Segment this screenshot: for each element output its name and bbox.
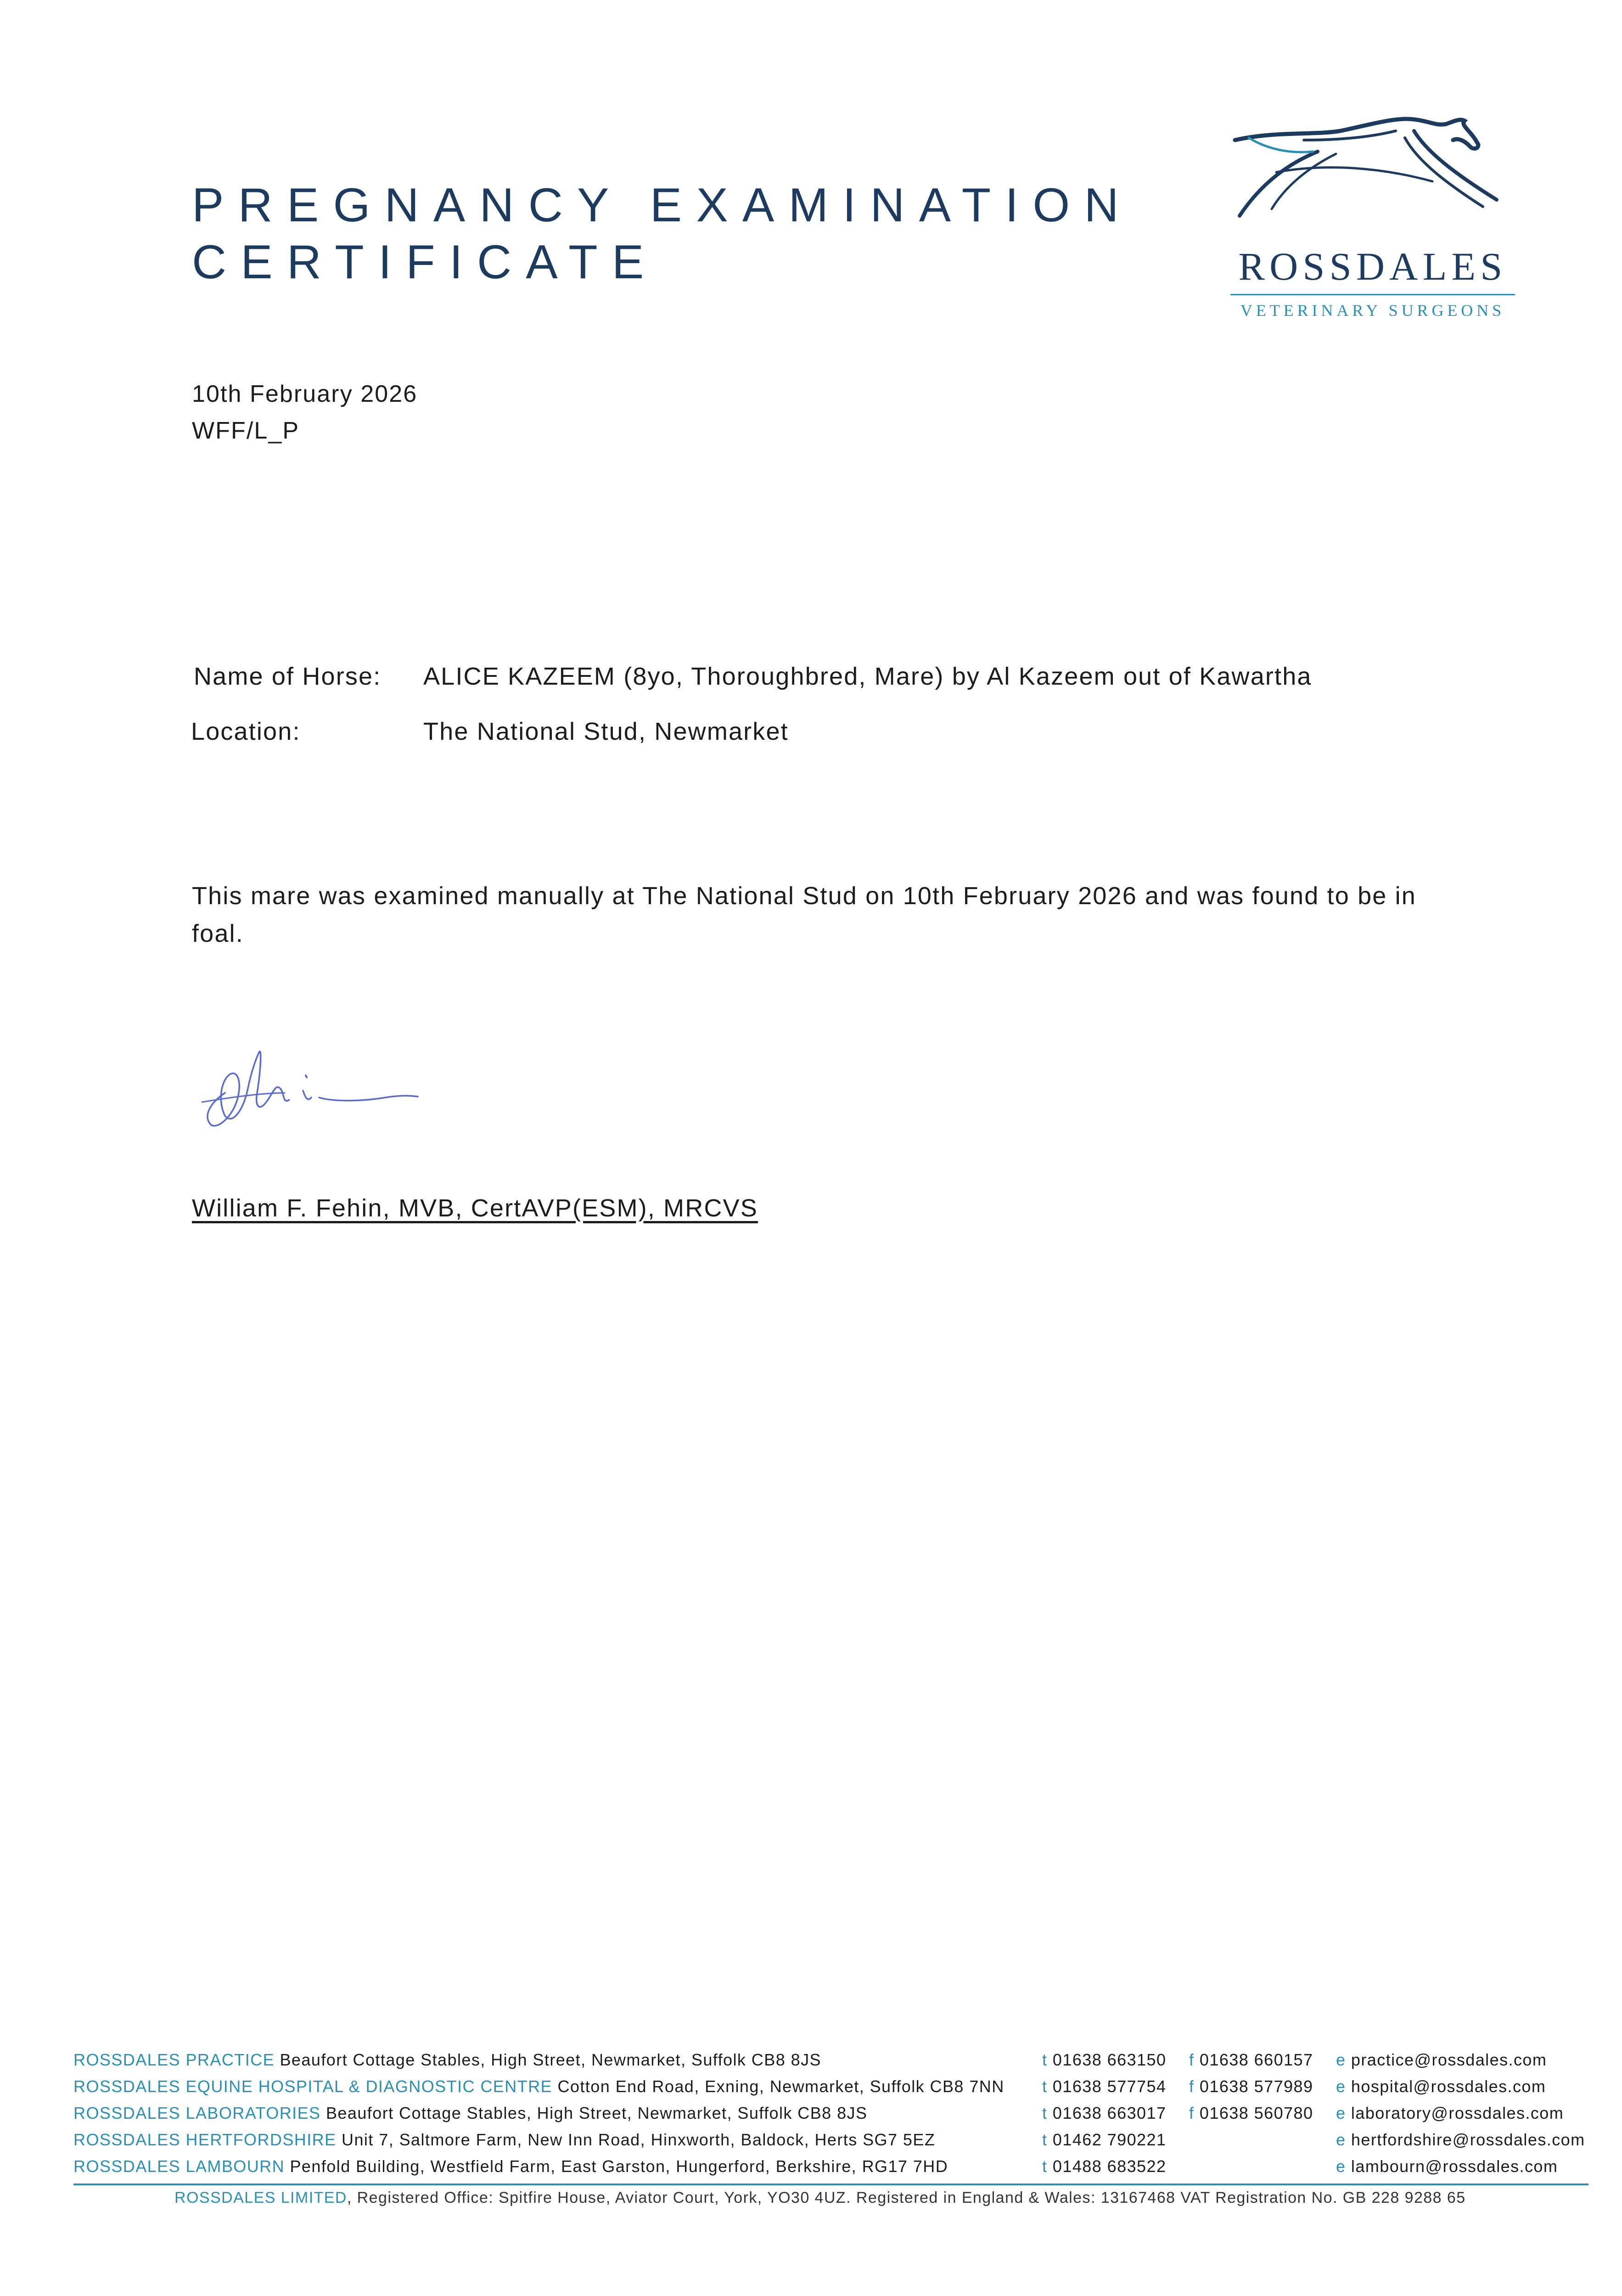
- document-date: 10th February 2026: [192, 381, 418, 407]
- location-value: The National Stud, Newmarket: [423, 718, 789, 745]
- office-email[interactable]: hospital@rossdales.com: [1351, 2077, 1546, 2096]
- office-address: Beaufort Cottage Stables, High Street, Newmarket, Suffolk CB8 8JS: [326, 2104, 868, 2122]
- title-line-1: PREGNANCY EXAMINATION: [192, 179, 1133, 232]
- office-phone: 01638 663017: [1052, 2104, 1167, 2122]
- office-fax: 01638 660157: [1199, 2050, 1313, 2069]
- logo-wordmark: ROSSDALES: [1238, 244, 1507, 288]
- horse-name-value: ALICE KAZEEM (8yo, Thoroughbred, Mare) by Al Kazeem out of Kawartha: [423, 663, 1312, 690]
- email-prefix: e: [1336, 2104, 1346, 2122]
- office-phone: 01488 683522: [1052, 2157, 1167, 2176]
- office-address: Cotton End Road, Exning, Newmarket, Suffolk CB8 7NN: [557, 2077, 1005, 2096]
- phone-prefix: t: [1042, 2130, 1048, 2149]
- company-details: , Registered Office: Spitfire House, Aviator Court, York, YO30 4UZ. Registered in England & Wales: 13167468 VAT Registration No. GB 228 9288 65: [347, 2189, 1466, 2206]
- horse-name-label: Name of Horse:: [194, 663, 382, 690]
- office-email[interactable]: lambourn@rossdales.com: [1351, 2157, 1558, 2176]
- office-name: ROSSDALES LAMBOURN: [73, 2157, 285, 2176]
- footer-office-row: [73, 2077, 1588, 2104]
- footer-divider: [73, 2183, 1588, 2185]
- office-fax: 01638 577989: [1199, 2077, 1313, 2096]
- email-prefix: e: [1336, 2157, 1346, 2176]
- office-address: Beaufort Cottage Stables, High Street, Newmarket, Suffolk CB8 8JS: [280, 2050, 821, 2069]
- company-registration: [174, 2189, 1466, 2207]
- phone-prefix: t: [1042, 2157, 1048, 2176]
- galloping-horse-icon: [1221, 113, 1524, 246]
- office-address: Unit 7, Saltmore Farm, New Inn Road, Hinxworth, Baldock, Herts SG7 5EZ: [342, 2130, 936, 2149]
- email-prefix: e: [1336, 2130, 1346, 2149]
- fax-prefix: f: [1189, 2050, 1195, 2069]
- logo-divider: [1230, 294, 1515, 295]
- signer-name: William F. Fehin, MVB, CertAVP(ESM), MRCVS: [192, 1194, 758, 1222]
- document-meta: [192, 376, 417, 449]
- office-name: ROSSDALES LABORATORIES: [73, 2104, 321, 2122]
- fax-prefix: f: [1189, 2077, 1195, 2096]
- phone-prefix: t: [1042, 2077, 1048, 2096]
- office-address: Penfold Building, Westfield Farm, East Garston, Hungerford, Berkshire, RG17 7HD: [290, 2157, 949, 2176]
- email-prefix: e: [1336, 2050, 1346, 2069]
- examination-statement: This mare was examined manually at The National Stud on 10th February 2026 and was found to be in foal.: [192, 882, 1416, 947]
- office-name: ROSSDALES PRACTICE: [73, 2050, 275, 2069]
- office-email[interactable]: hertfordshire@rossdales.com: [1351, 2130, 1585, 2149]
- office-email[interactable]: practice@rossdales.com: [1351, 2050, 1547, 2069]
- email-prefix: e: [1336, 2077, 1346, 2096]
- rossdales-logo: [1221, 113, 1524, 333]
- location-label: Location:: [191, 718, 301, 745]
- office-name: ROSSDALES EQUINE HOSPITAL & DIAGNOSTIC CENTRE: [73, 2077, 552, 2096]
- footer-office-row: [73, 2050, 1588, 2077]
- footer-office-row: [73, 2104, 1588, 2130]
- phone-prefix: t: [1042, 2050, 1048, 2069]
- title-line-2: CERTIFICATE: [192, 236, 658, 289]
- office-name: ROSSDALES HERTFORDSHIRE: [73, 2130, 337, 2149]
- footer-office-row: [73, 2130, 1588, 2157]
- office-phone: 01638 577754: [1052, 2077, 1167, 2096]
- footer-office-row: [73, 2157, 1588, 2183]
- company-name: ROSSDALES LIMITED: [174, 2189, 347, 2206]
- office-phone: 01462 790221: [1052, 2130, 1167, 2149]
- document-reference: WFF/L_P: [192, 417, 300, 444]
- fax-prefix: f: [1189, 2104, 1195, 2122]
- certificate-title: [192, 177, 1133, 291]
- office-email[interactable]: laboratory@rossdales.com: [1351, 2104, 1564, 2122]
- logo-subtitle: VETERINARY SURGEONS: [1240, 301, 1505, 320]
- office-fax: 01638 560780: [1199, 2104, 1313, 2122]
- office-phone: 01638 663150: [1052, 2050, 1167, 2069]
- phone-prefix: t: [1042, 2104, 1048, 2122]
- signature-image: [193, 1024, 432, 1137]
